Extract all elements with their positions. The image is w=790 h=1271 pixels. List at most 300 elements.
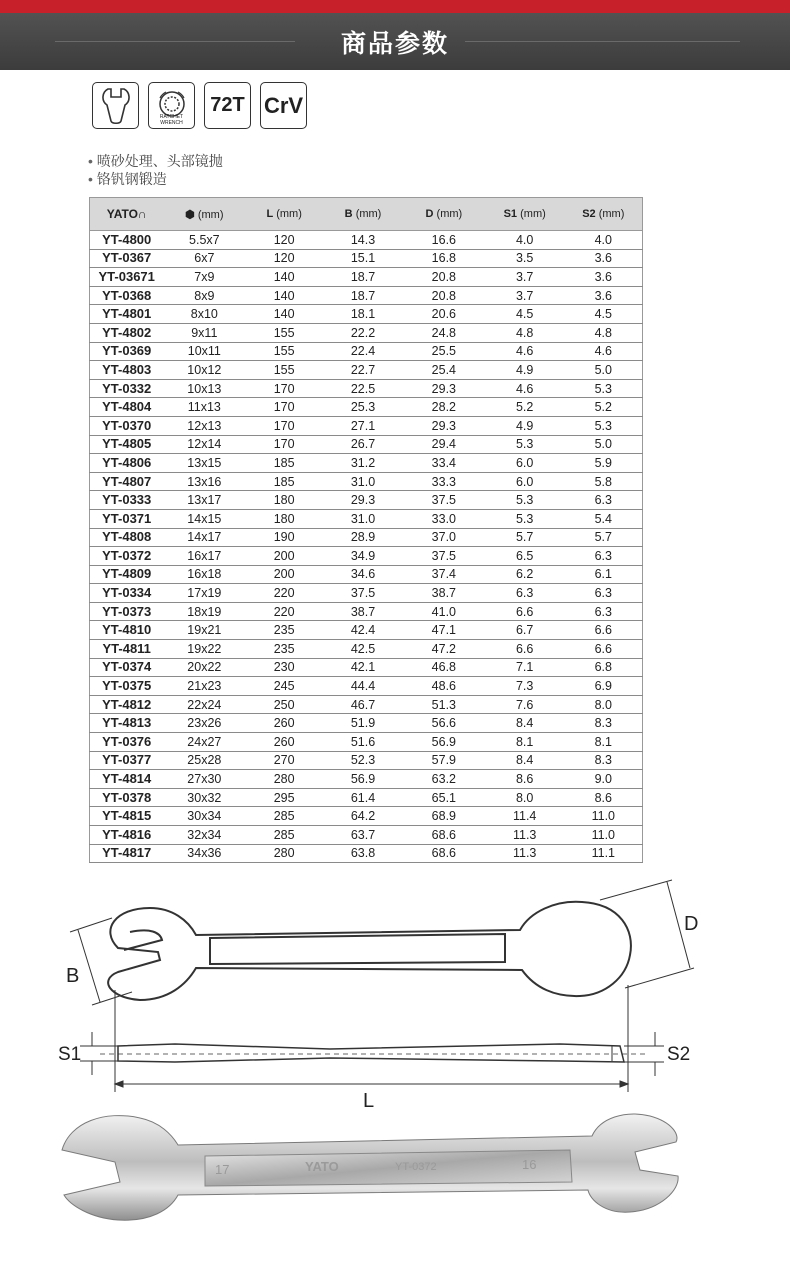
model-code-cell: YT-0378 [90,788,164,807]
crv-label: CrV [263,92,304,118]
spec-cell: 9x11 [163,323,245,342]
spec-cell: 42.4 [323,621,403,640]
spec-cell: 170 [245,379,323,398]
spec-cell: 56.9 [323,770,403,789]
spec-cell: 3.6 [565,249,643,268]
table-header-row [90,198,643,231]
engraving-right-size: 16 [522,1157,537,1172]
spec-cell: 8.3 [565,751,643,770]
spec-cell: 34.6 [323,565,403,584]
spec-cell: 22.5 [323,379,403,398]
spec-cell: 4.6 [485,379,565,398]
spec-cell: 16.8 [403,249,485,268]
spec-cell: 21x23 [163,677,245,696]
model-code-cell: YT-4805 [90,435,164,454]
spec-cell: 14x17 [163,528,245,547]
spec-cell: 280 [245,770,323,789]
spec-cell: 23x26 [163,714,245,733]
model-code-cell: YT-0375 [90,677,164,696]
table-row [90,361,643,380]
spec-cell: 68.9 [403,807,485,826]
spec-cell: 26.7 [323,435,403,454]
spec-cell: 4.8 [565,323,643,342]
spec-cell: 6.6 [565,640,643,659]
col-header-s2: S2 (mm) [565,198,643,231]
model-code-cell: YT-4816 [90,826,164,845]
spec-cell: 32x34 [163,826,245,845]
spec-cell: 5.3 [485,435,565,454]
spec-cell: 31.0 [323,509,403,528]
spec-cell: 37.5 [323,584,403,603]
model-code-cell: YT-0376 [90,733,164,752]
table-row [90,416,643,435]
spec-cell: 16x17 [163,547,245,566]
spec-cell: 170 [245,435,323,454]
spec-cell: 8.0 [485,788,565,807]
table-row [90,807,643,826]
spec-cell: 16x18 [163,565,245,584]
feature-item: • 铬钒钢锻造 [88,170,223,188]
table-row [90,733,643,752]
table-row [90,323,643,342]
spec-cell: 7.1 [485,658,565,677]
spec-cell: 11.4 [485,807,565,826]
spec-cell: 22x24 [163,695,245,714]
spec-cell: 4.5 [485,305,565,324]
label-l: L [363,1090,375,1112]
model-code-cell: YT-0372 [90,547,164,566]
spec-cell: 10x12 [163,361,245,380]
header-red-stripe [0,0,790,13]
col-header-d: D (mm) [403,198,485,231]
table-row [90,714,643,733]
table-row [90,454,643,473]
spec-cell: 180 [245,491,323,510]
table-row [90,584,643,603]
spec-cell: 30x34 [163,807,245,826]
page-title: 商品参数 [340,30,449,58]
feature-list [88,152,223,188]
spec-cell: 260 [245,733,323,752]
label-d: D [684,913,699,935]
spec-cell: 4.0 [565,231,643,250]
model-code-cell: YT-4800 [90,231,164,250]
spec-cell: 5.0 [565,435,643,454]
spec-cell: 29.4 [403,435,485,454]
spec-cell: 37.5 [403,491,485,510]
engraving-left-size: 17 [215,1162,230,1177]
spec-cell: 5.2 [485,398,565,417]
spec-cell: 57.9 [403,751,485,770]
spec-cell: 22.4 [323,342,403,361]
spec-cell: 235 [245,640,323,659]
spec-cell: 3.6 [565,286,643,305]
spec-cell: 4.8 [485,323,565,342]
spec-cell: 42.1 [323,658,403,677]
spec-cell: 6.5 [485,547,565,566]
spec-cell: 63.2 [403,770,485,789]
wrench-side-view [100,1044,645,1062]
spec-cell: 6.3 [565,491,643,510]
spec-cell: 25x28 [163,751,245,770]
spec-cell: 285 [245,826,323,845]
feature-item: • 喷砂处理、头部镜抛 [88,152,223,170]
table-row [90,528,643,547]
spec-cell: 260 [245,714,323,733]
dim-b [70,918,132,1005]
model-code-cell: YT-0334 [90,584,164,603]
spec-cell: 5.7 [565,528,643,547]
spec-cell: 6.8 [565,658,643,677]
spec-cell: 46.7 [323,695,403,714]
spec-cell: 29.3 [403,416,485,435]
col-header-s1: S1 (mm) [485,198,565,231]
spec-cell: 6.3 [565,602,643,621]
spec-cell: 41.0 [403,602,485,621]
spec-cell: 155 [245,342,323,361]
spec-cell: 18.7 [323,286,403,305]
spec-cell: 155 [245,323,323,342]
spec-cell: 8.6 [565,788,643,807]
model-code-cell: YT-4806 [90,454,164,473]
model-code-cell: YT-4815 [90,807,164,826]
spec-cell: 11.0 [565,807,643,826]
model-code-cell: YT-4811 [90,640,164,659]
model-code-cell: YT-4801 [90,305,164,324]
spec-cell: 6.2 [485,565,565,584]
spec-cell: 18.1 [323,305,403,324]
spec-cell: 51.6 [323,733,403,752]
model-code-cell: YT-4802 [90,323,164,342]
spec-cell: 270 [245,751,323,770]
spec-cell: 18x19 [163,602,245,621]
spec-cell: 5.0 [565,361,643,380]
label-s2: S2 [667,1044,691,1065]
spec-cell: 185 [245,454,323,473]
spec-cell: 11.0 [565,826,643,845]
spec-cell: 18.7 [323,268,403,287]
spec-cell: 4.9 [485,361,565,380]
spec-cell: 170 [245,416,323,435]
spec-cell: 295 [245,788,323,807]
spec-cell: 4.6 [485,342,565,361]
spec-cell: 11x13 [163,398,245,417]
model-code-cell: YT-0369 [90,342,164,361]
spec-table [89,197,643,863]
spec-cell: 3.6 [565,268,643,287]
model-code-cell: YT-4808 [90,528,164,547]
spec-cell: 12x13 [163,416,245,435]
spec-cell: 13x16 [163,472,245,491]
spec-cell: 47.1 [403,621,485,640]
wrench-photo [62,1114,678,1220]
spec-cell: 200 [245,565,323,584]
spec-cell: 51.9 [323,714,403,733]
spec-cell: 25.5 [403,342,485,361]
spec-cell: 3.5 [485,249,565,268]
spec-cell: 61.4 [323,788,403,807]
table-row [90,565,643,584]
dim-s1 [80,1032,118,1075]
spec-cell: 140 [245,286,323,305]
spec-cell: 5.9 [565,454,643,473]
spec-cell: 170 [245,398,323,417]
crv-icon [260,82,307,129]
table-row [90,305,643,324]
spec-cell: 220 [245,602,323,621]
table-row [90,547,643,566]
table-row [90,435,643,454]
table-row [90,695,643,714]
spec-cell: 6.0 [485,454,565,473]
spec-cell: 24x27 [163,733,245,752]
spec-cell: 180 [245,509,323,528]
spec-cell: 5.3 [485,509,565,528]
spec-cell: 120 [245,231,323,250]
model-code-cell: YT-4817 [90,844,164,863]
spec-cell: 6.6 [485,640,565,659]
table-row [90,231,643,250]
spec-cell: 46.8 [403,658,485,677]
spec-cell: 48.6 [403,677,485,696]
spec-cell: 6.7 [485,621,565,640]
yato-mark-icon: ∩ [137,207,147,221]
table-row [90,770,643,789]
spec-cell: 24.8 [403,323,485,342]
spec-cell: 31.2 [323,454,403,473]
wrench-outline [108,902,631,1000]
spec-cell: 4.5 [565,305,643,324]
spec-cell: 8.4 [485,751,565,770]
model-code-cell: YT-03671 [90,268,164,287]
model-code-cell: YT-4807 [90,472,164,491]
spec-cell: 19x22 [163,640,245,659]
spec-cell: 38.7 [403,584,485,603]
spec-cell: 63.8 [323,844,403,863]
model-code-cell: YT-4803 [90,361,164,380]
spec-cell: 65.1 [403,788,485,807]
spec-cell: 25.4 [403,361,485,380]
spec-cell: 20x22 [163,658,245,677]
spec-cell: 285 [245,807,323,826]
spec-cell: 5.3 [565,379,643,398]
spec-cell: 13x15 [163,454,245,473]
spec-cell: 11.3 [485,844,565,863]
table-row [90,826,643,845]
spec-cell: 17x19 [163,584,245,603]
table-row [90,268,643,287]
table-row [90,509,643,528]
table-row [90,342,643,361]
spec-cell: 16.6 [403,231,485,250]
spec-cell: 4.0 [485,231,565,250]
spec-cell: 37.5 [403,547,485,566]
spec-cell: 190 [245,528,323,547]
model-code-cell: YT-4812 [90,695,164,714]
spec-cell: 31.0 [323,472,403,491]
spec-cell: 68.6 [403,844,485,863]
spec-cell: 280 [245,844,323,863]
spec-cell: 5.4 [565,509,643,528]
model-code-cell: YT-0374 [90,658,164,677]
spec-cell: 20.8 [403,268,485,287]
model-code-cell: YT-4809 [90,565,164,584]
header-banner [0,0,790,70]
spec-cell: 5.3 [485,491,565,510]
spec-cell: 6.3 [565,584,643,603]
spec-cell: 37.0 [403,528,485,547]
spec-cell: 34x36 [163,844,245,863]
spec-cell: 140 [245,305,323,324]
table-row [90,491,643,510]
model-code-cell: YT-0367 [90,249,164,268]
spec-cell: 14.3 [323,231,403,250]
table-row [90,751,643,770]
spec-cell: 11.1 [565,844,643,863]
72t-label: 72T [210,94,245,116]
spec-cell: 8.0 [565,695,643,714]
spec-cell: 51.3 [403,695,485,714]
ratchet-caption: RATCHET WRENCH [159,114,184,126]
model-code-cell: YT-0371 [90,509,164,528]
model-code-cell: YT-4810 [90,621,164,640]
spec-cell: 47.2 [403,640,485,659]
spec-cell: 14x15 [163,509,245,528]
col-header-l: L (mm) [245,198,323,231]
spec-cell: 250 [245,695,323,714]
model-code-cell: YT-0370 [90,416,164,435]
spec-cell: 37.4 [403,565,485,584]
spec-cell: 3.7 [485,286,565,305]
model-code-cell: YT-0333 [90,491,164,510]
spec-cell: 5.8 [565,472,643,491]
spec-cell: 6.3 [565,547,643,566]
spec-cell: 6.9 [565,677,643,696]
spec-cell: 230 [245,658,323,677]
spec-cell: 56.6 [403,714,485,733]
engraving-code: YT-0372 [395,1161,437,1173]
table-row [90,640,643,659]
spec-cell: 12x14 [163,435,245,454]
spec-cell: 6.6 [565,621,643,640]
dim-d [600,880,694,988]
spec-cell: 8.3 [565,714,643,733]
spec-cell: 42.5 [323,640,403,659]
spec-cell: 28.2 [403,398,485,417]
spec-cell: 5.7 [485,528,565,547]
spec-cell: 235 [245,621,323,640]
model-code-cell: YT-4804 [90,398,164,417]
model-code-cell: YT-4814 [90,770,164,789]
spec-cell: 7.6 [485,695,565,714]
table-row [90,658,643,677]
ratchet-wrench-icon [148,82,195,129]
spec-cell: 19x21 [163,621,245,640]
dim-l [115,985,628,1092]
spec-cell: 10x11 [163,342,245,361]
spec-cell: 30x32 [163,788,245,807]
label-b: B [66,965,80,987]
spec-cell: 22.2 [323,323,403,342]
spec-cell: 13x17 [163,491,245,510]
table-row [90,286,643,305]
spec-cell: 200 [245,547,323,566]
table-row [90,379,643,398]
spec-cell: 120 [245,249,323,268]
spec-cell: 6.0 [485,472,565,491]
spec-cell: 64.2 [323,807,403,826]
engraving-brand: YATO [305,1159,339,1174]
spec-cell: 68.6 [403,826,485,845]
spec-cell: 29.3 [403,379,485,398]
spec-cell: 6.6 [485,602,565,621]
spec-cell: 44.4 [323,677,403,696]
label-s1: S1 [58,1044,82,1065]
model-code-cell: YT-4813 [90,714,164,733]
spec-cell: 10x13 [163,379,245,398]
brand-header [90,198,164,231]
yato-logo: YATO [106,207,138,221]
col-header-b: B (mm) [323,198,403,231]
spec-cell: 38.7 [323,602,403,621]
table-row [90,398,643,417]
spec-cell: 25.3 [323,398,403,417]
spec-cell: 33.0 [403,509,485,528]
spec-cell: 6.3 [485,584,565,603]
table-row [90,621,643,640]
spec-cell: 27x30 [163,770,245,789]
spec-cell: 11.3 [485,826,565,845]
spec-cell: 5.3 [565,416,643,435]
spec-cell: 8.1 [565,733,643,752]
spec-cell: 29.3 [323,491,403,510]
spec-cell: 7x9 [163,268,245,287]
spec-cell: 34.9 [323,547,403,566]
spec-cell: 220 [245,584,323,603]
model-code-cell: YT-0332 [90,379,164,398]
wrench-diagram [0,860,790,1271]
table-row [90,788,643,807]
spec-cell: 245 [245,677,323,696]
spec-cell: 8x9 [163,286,245,305]
spec-cell: 28.9 [323,528,403,547]
spec-cell: 8.6 [485,770,565,789]
open-end-wrench-icon [92,82,139,129]
model-code-cell: YT-0373 [90,602,164,621]
table-row [90,472,643,491]
col-header-size: ⬢ (mm) [163,198,245,231]
spec-cell: 3.7 [485,268,565,287]
spec-cell: 140 [245,268,323,287]
spec-cell: 155 [245,361,323,380]
model-code-cell: YT-0377 [90,751,164,770]
spec-cell: 6x7 [163,249,245,268]
spec-cell: 52.3 [323,751,403,770]
spec-cell: 8.1 [485,733,565,752]
spec-cell: 56.9 [403,733,485,752]
spec-cell: 20.6 [403,305,485,324]
spec-cell: 8x10 [163,305,245,324]
table-row [90,249,643,268]
spec-cell: 4.6 [565,342,643,361]
spec-cell: 63.7 [323,826,403,845]
spec-cell: 33.4 [403,454,485,473]
72t-icon [204,82,251,129]
spec-cell: 33.3 [403,472,485,491]
table-row [90,602,643,621]
spec-cell: 8.4 [485,714,565,733]
spec-cell: 9.0 [565,770,643,789]
